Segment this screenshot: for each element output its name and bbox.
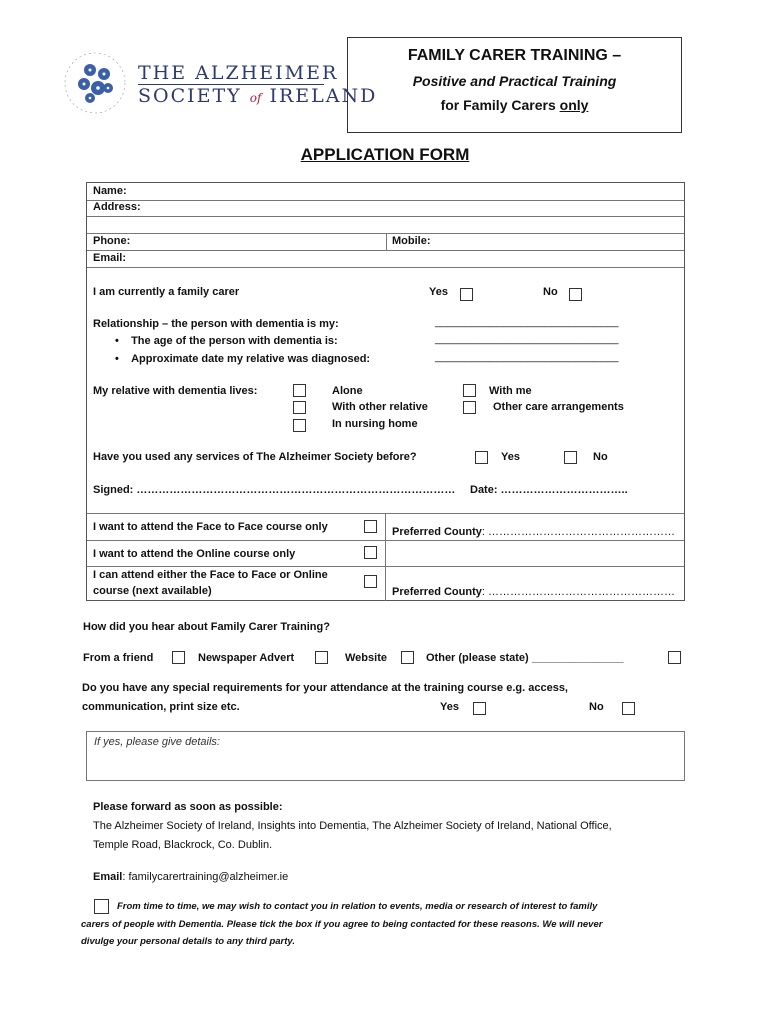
lives-other-relative-checkbox[interactable] [293,401,306,414]
lives-with-me-label: With me [489,385,532,397]
special-no-label: No [589,701,604,713]
hear-friend-label: From a friend [83,652,154,664]
consent-checkbox[interactable] [94,899,109,914]
col-divider [385,513,386,601]
row-divider [87,200,684,201]
diagnosed-line[interactable]: ______________________________ [435,351,619,363]
course-face-county[interactable] [392,526,675,538]
mobile-label: Mobile: [392,235,431,247]
row-divider [87,267,684,268]
diagnosed-text: Approximate date my relative was diagnosed: [131,353,371,365]
special-question-line-1: Do you have any special requirements for your attendance at the training course e.g. access, [82,682,568,694]
row-divider [87,216,684,217]
consent-line-3: divulge your personal details to any third party. [81,936,295,947]
hear-other-checkbox[interactable] [668,651,681,664]
logo-line-2 [138,85,377,107]
title-box [347,37,682,133]
date-field[interactable]: Date: …………………………….. [470,484,628,496]
lives-label: My relative with dementia lives: [93,385,258,397]
carer-no-label: No [543,286,558,298]
hear-friend-checkbox[interactable] [172,651,185,664]
services-yes-label: Yes [501,451,520,463]
lives-nursing-home-label: In nursing home [332,418,418,430]
lives-other-relative-label: With other relative [332,401,428,413]
carer-question: I am currently a family carer [93,286,240,298]
forward-address-2: Temple Road, Blackrock, Co. Dublin. [93,839,273,851]
services-question: Have you used any services of The Alzheimer Society before? [93,451,417,463]
logo-society: SOCIETY [138,85,242,107]
email-label-bold: Email [93,871,123,883]
course-either-label-1: I can attend either the Face to Face or Online [93,569,328,581]
diagnosed-label: • Approximate date my relative was diagnosed: [115,353,371,365]
course-either-county[interactable] [392,586,675,598]
special-no-checkbox[interactable] [622,702,635,715]
lives-alone-label: Alone [332,385,363,397]
carer-no-checkbox[interactable] [569,288,582,301]
course-either-label-2: course (next available) [93,585,212,597]
carer-yes-label: Yes [429,286,448,298]
consent-line-2: carers of people with Dementia. Please tick the box if you agree to being contacted for these reasons. We will never [81,919,603,930]
hear-other-label[interactable]: Other (please state) _______________ [426,652,624,664]
age-label: • The age of the person with dementia is: [115,335,338,347]
lives-alone-checkbox[interactable] [293,384,306,397]
course-either-checkbox[interactable] [364,575,377,588]
lives-other-care-label: Other care arrangements [493,401,624,413]
header-subtitle: Positive and Practical Training [412,73,617,89]
lives-other-care-checkbox[interactable] [463,401,476,414]
header-title: FAMILY CARER TRAINING – [407,47,622,64]
email-label: Email: [93,252,127,264]
consent-line-1: From time to time, we may wish to contact you in relation to events, media or research of interest to family [117,901,598,912]
row-divider [87,250,684,251]
name-label: Name: [93,185,127,197]
lives-nursing-home-checkbox[interactable] [293,419,306,432]
form-title: APPLICATION FORM [300,145,470,164]
special-yes-label: Yes [440,701,459,713]
services-yes-checkbox[interactable] [475,451,488,464]
header-audience-a: for Family Carers [440,97,560,113]
age-line[interactable]: ______________________________ [435,333,619,345]
col-divider [386,233,387,250]
relationship-label: Relationship – the person with dementia is my: [93,318,339,330]
logo-divider [138,84,324,85]
relationship-line[interactable]: ______________________________ [435,316,619,328]
hear-website-label: Website [345,652,387,664]
forward-address-1: The Alzheimer Society of Ireland, Insights into Dementia, The Alzheimer Society of Ireland, National Office, [93,820,612,832]
county-dots: : …………………………………………… [481,586,675,598]
course-face-label: I want to attend the Face to Face course only [93,521,328,533]
special-details-input[interactable] [86,731,685,781]
phone-label: Phone: [93,235,131,247]
special-details-placeholder: If yes, please give details: [94,736,220,748]
county-dots: : …………………………………………… [481,526,675,538]
forward-heading: Please forward as soon as possible: [93,801,283,813]
email-value[interactable]: : familycarertraining@alzheimer.ie [122,871,289,883]
header-audience [348,97,681,113]
logo-line-1: THE ALZHEIMER [138,62,339,84]
signed-field[interactable]: Signed: …………………………………………………………………………… [93,484,456,496]
special-yes-checkbox[interactable] [473,702,486,715]
logo-of: of [249,91,262,105]
special-question-line-2: communication, print size etc. [82,701,240,713]
header-audience-only: only [559,97,589,113]
course-online-label: I want to attend the Online course only [93,548,296,560]
carer-yes-checkbox[interactable] [460,288,473,301]
county-label: Preferred County [392,586,482,598]
lives-with-me-checkbox[interactable] [463,384,476,397]
age-text: The age of the person with dementia is: [131,335,338,347]
county-label: Preferred County [392,526,482,538]
services-no-checkbox[interactable] [564,451,577,464]
services-no-label: No [593,451,608,463]
hear-newspaper-label: Newspaper Advert [198,652,295,664]
course-face-checkbox[interactable] [364,520,377,533]
alzheimer-society-logo [60,48,378,118]
forget-me-not-emblem-icon [60,48,130,118]
course-online-checkbox[interactable] [364,546,377,559]
hear-newspaper-checkbox[interactable] [315,651,328,664]
address-label: Address: [93,201,141,213]
logo-ireland: IRELAND [269,85,378,107]
forward-email [93,871,288,883]
hear-question: How did you hear about Family Carer Training? [83,621,330,633]
hear-website-checkbox[interactable] [401,651,414,664]
application-form-table [86,182,685,601]
